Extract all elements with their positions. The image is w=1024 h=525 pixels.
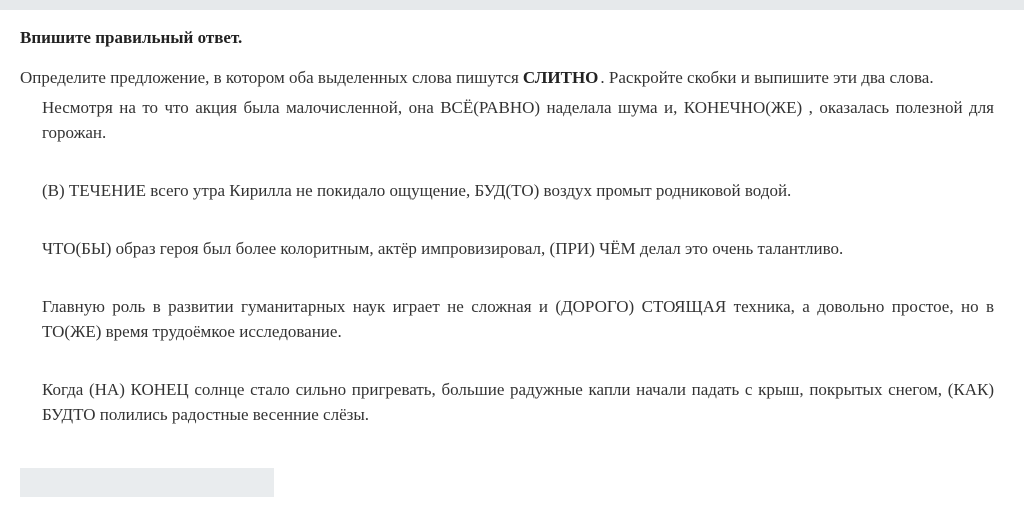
sentence-option-2: (В) ТЕЧЕНИЕ всего утра Кирилла не покидало ощущение, БУД(ТО) воздух промыт родниковой водой. [42, 181, 792, 200]
question-task [20, 67, 1010, 89]
sentence-option-5: Когда (НА) КОНЕЦ солнце стало сильно пригревать, большие радужные капли начали падать с крыш, покрытых снегом, (КАК) БУДТО полились радостные весенние слёзы. [42, 380, 994, 424]
task-text-before: Определите предложение, в котором оба выделенных слова пишутся [20, 68, 519, 87]
sentence-option-3: ЧТО(БЫ) образ героя был более колоритным, актёр импровизировал, (ПРИ) ЧЁМ делал это очень талантливо. [42, 239, 844, 258]
sentence-option-1: Несмотря на то что акция была малочисленной, она ВСЁ(РАВНО) наделала шума и, КОНЕЧНО(ЖЕ) , оказалась полезной для горожан. [42, 98, 994, 142]
task-emphasis: СЛИТНО [522, 68, 599, 87]
task-text-after: . Раскройте скобки и выпишите эти два слова. [600, 68, 934, 87]
top-bar [0, 0, 1024, 10]
question-instruction: Впишите правильный ответ. [20, 28, 243, 47]
answer-input[interactable] [20, 468, 274, 497]
sentence-option-4: Главную роль в развитии гуманитарных наук играет не сложная и (ДОРОГО) СТОЯЩАЯ техника, а довольно простое, но в ТО(ЖЕ) время трудоёмкое исследование. [42, 297, 994, 341]
